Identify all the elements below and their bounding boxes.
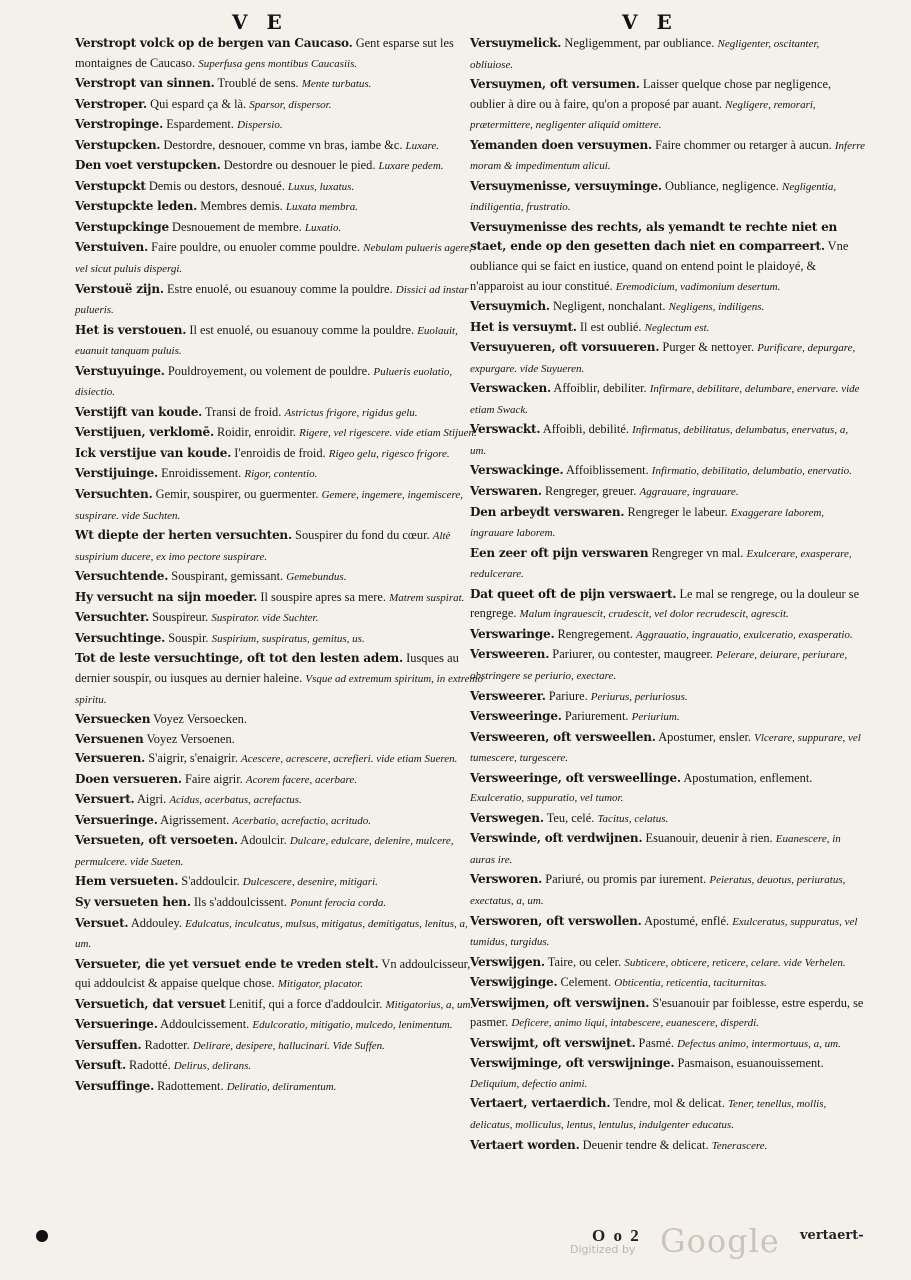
entry-headword: Tot de leste versuchtinge, oft tot den lesten adem. — [75, 651, 404, 666]
entry-headword: Versuymich. — [470, 299, 550, 314]
entry-latin: Periurium. — [631, 711, 680, 724]
entry-headword: Hy versucht na sijn moeder. — [75, 589, 258, 604]
entry-french: Oubliance, negligence. — [665, 178, 779, 193]
entry-french: Vn addoulcisseur, qui addoulcist & appaise quelque chose. — [75, 956, 471, 991]
dictionary-entry — [75, 1015, 483, 1036]
entry-latin: Acorem facere, acerbare. — [245, 773, 358, 786]
entry-latin: Edulcatus, inculcatus, mulsus, mitigatus, demitigatus, lenitus, a, um. — [75, 917, 468, 951]
entry-french: Troublé de sens. — [217, 76, 299, 91]
entry-french: Affoiblissement. — [565, 463, 649, 478]
entry-latin: Defectus animo, intermortuus, a, um. — [677, 1037, 841, 1050]
dictionary-entry — [75, 749, 483, 770]
entry-headword: Ick verstijue van koude. — [75, 445, 232, 460]
entry-french: Desnouement de membre. — [172, 219, 302, 234]
entry-headword: Versuecken — [75, 712, 151, 727]
entry-latin: Inferre moram & impedimentum alicui. — [470, 139, 866, 173]
dictionary-entry — [470, 870, 865, 911]
entry-latin: Gemere, ingemere, ingemiscere, suspirare. vide Suchten. — [75, 489, 463, 522]
entry-french: Souspirant, gemissant. — [171, 569, 284, 584]
entry-latin: Delirare, desipere, hallucinari. Vide Suffen. — [192, 1039, 385, 1052]
entry-french: Esuanouir, deuenir à rien. — [645, 831, 773, 846]
entry-latin: Purificare, depurgare, expurgare. vide Suyueren. — [470, 342, 856, 375]
entry-french: Teu, celé. — [546, 810, 595, 825]
entry-latin: Periurus, periuriosus. — [590, 690, 688, 703]
dictionary-entry — [75, 567, 483, 588]
entry-french: Adoulcir. — [240, 833, 287, 848]
digitized-by-text: Digitized by — [570, 1243, 636, 1256]
entry-french: Apostumé, enflé. — [644, 913, 730, 928]
entry-latin: Neglectum est. — [644, 321, 710, 334]
entry-french: Celement. — [560, 975, 612, 990]
entry-latin: Acerbatio, acrefactio, acritudo. — [232, 814, 371, 827]
entry-latin: Luxus, luxatus. — [287, 180, 355, 193]
dictionary-entry — [75, 730, 483, 750]
entry-headword: Vertaert worden. — [470, 1137, 580, 1152]
dictionary-entry — [75, 811, 483, 832]
entry-headword: Den voet verstupcken. — [75, 158, 221, 173]
entry-headword: Verstijuinge. — [75, 466, 158, 481]
entry-french: Deuenir tendre & delicat. — [582, 1137, 709, 1152]
entry-french: Aigrissement. — [160, 812, 230, 827]
entry-latin: Mente turbatus. — [301, 78, 372, 91]
dictionary-entry — [470, 297, 865, 318]
dictionary-entry — [75, 588, 483, 609]
entry-latin: Gemebundus. — [286, 571, 347, 584]
entry-headword: Verstupckte leden. — [75, 199, 198, 214]
entry-latin: Pelerare, deiurare, periurare, obstringere se periurio, exectare. — [470, 649, 848, 682]
dictionary-entry — [470, 482, 865, 503]
entry-headword: Versuymenisse, versuyminge. — [470, 178, 662, 193]
running-head-left: V E — [232, 10, 288, 34]
entry-french: Il est oublié. — [579, 319, 642, 334]
dictionary-entry — [470, 461, 865, 482]
entry-french: Taire, ou celer. — [547, 954, 622, 969]
entry-french: Estre enuolé, ou esuanouy comme la pouldre. — [166, 281, 393, 296]
entry-french: Affoibli, debilité. — [542, 422, 629, 437]
entry-french: S'addoulcir. — [181, 874, 240, 889]
dictionary-entry — [470, 707, 865, 728]
entry-latin: Tacitus, celatus. — [597, 812, 669, 825]
entry-french: Voyez Versoecken. — [153, 712, 247, 727]
entry-latin: Obticentia, reticentia, taciturnitas. — [614, 977, 767, 990]
dictionary-entry — [75, 280, 483, 321]
entry-headword: Verswijginge. — [470, 975, 558, 990]
entry-french: Pariuré, ou promis par iurement. — [545, 872, 707, 887]
entry-french: Pouldroyement, ou volement de pouldre. — [167, 363, 371, 378]
entry-french: Souspirer du fond du cœur. — [295, 528, 430, 543]
entry-french: Pariurement. — [564, 709, 629, 724]
dictionary-entry — [75, 156, 483, 177]
entry-headword: Doen versueren. — [75, 771, 182, 786]
entry-latin: Pulueris euolatio, disiectio. — [75, 365, 453, 399]
entry-headword: Versweerer. — [470, 688, 546, 703]
entry-french: Ils s'addoulcissent. — [193, 894, 288, 909]
entry-latin: Deficere, animo liqui, intabescere, euanescere, disperdi. — [511, 1017, 759, 1030]
dictionary-entry — [470, 503, 865, 544]
entry-french: Tendre, mol & delicat. — [613, 1096, 725, 1111]
entry-french: Radotter. — [144, 1037, 190, 1052]
entry-latin: Aggrauare, ingrauare. — [639, 486, 739, 499]
dictionary-entry — [470, 585, 865, 625]
dictionary-entry — [75, 872, 483, 893]
entry-headword: Verswaringe. — [470, 626, 555, 641]
dictionary-entry — [75, 608, 483, 629]
entry-latin: Negligere, remorari, prætermittere, negligenter aliquid omittere. — [470, 98, 816, 132]
entry-french: I'enroidis de froid. — [234, 445, 326, 460]
entry-latin: Luxata membra. — [285, 201, 358, 214]
dictionary-entry — [470, 379, 865, 420]
entry-french: Faire aigrir. — [184, 771, 243, 786]
entry-french: Apostumation, enflement. — [683, 770, 813, 785]
entry-latin: Luxare pedem. — [378, 160, 444, 173]
entry-headword: Versweeren, oft versweellen. — [470, 729, 656, 744]
dictionary-entry — [75, 321, 483, 362]
entry-french: S'aigrir, s'enaigrir. — [148, 751, 238, 766]
entry-french: Faire pouldre, ou enuoler comme pouldre. — [151, 240, 361, 255]
entry-headword: Verswackinge. — [470, 463, 564, 478]
entry-french: Souspir. — [168, 630, 209, 645]
ink-dot — [36, 1230, 48, 1242]
entry-french: Laisser quelque chose par negligence, oublier à dire ou à faire, qu'on a proposé par auant. — [470, 77, 832, 111]
entry-headword: Versueten, oft versoeten. — [75, 833, 238, 848]
entry-latin: Luxatio. — [304, 221, 342, 234]
entry-french: S'esuanouir par foiblesse, estre esperdu, se pasmer. — [470, 995, 864, 1030]
entry-french: Voyez Versoenen. — [146, 731, 235, 746]
dictionary-entry — [75, 74, 483, 95]
entry-french: Transi de froid. — [205, 404, 282, 419]
entry-latin: Infirmatus, debilitatus, delumbatus, enervatus, a, um. — [470, 424, 849, 457]
entry-latin: Suspirium, suspiratus, gemitus, us. — [211, 632, 365, 645]
entry-headword: Versuert. — [75, 792, 135, 807]
dictionary-entry — [470, 728, 865, 769]
entry-latin: Sparsor, dispersor. — [249, 98, 332, 111]
entry-french: Destordre ou desnouer le pied. — [223, 158, 376, 173]
entry-latin: Superfusa gens montibus Caucasiis. — [198, 57, 358, 70]
dictionary-entry — [470, 177, 865, 218]
entry-latin: Rigeo gelu, rigesco frigore. — [328, 447, 450, 460]
entry-latin: Tenerascere. — [711, 1139, 768, 1152]
entry-headword: Versuetich, dat versuet — [75, 996, 226, 1011]
entry-headword: Versuenen — [75, 731, 144, 746]
dictionary-entry — [470, 953, 865, 974]
entry-latin: Deliquium, defectio animi. — [470, 1077, 588, 1090]
entry-headword: Versuymenisse des rechts, als yemandt te rechte niet en staet, ende op den gesetten dach niet en comparreert. — [470, 219, 838, 254]
entry-headword: Verstijuen, verklomē. — [75, 425, 214, 440]
dictionary-entry — [470, 829, 865, 870]
dictionary-entry — [470, 34, 865, 75]
entry-french: Vne oubliance qui se faict en iustice, quand on entend point le plaidoyé, & n'apparoist au iour constitué. — [470, 239, 849, 293]
entry-headword: Yemanden doen versuymen. — [470, 137, 653, 152]
entry-headword: Versweeringe, oft versweellinge. — [470, 770, 681, 785]
entry-headword: Hem versueten. — [75, 874, 179, 889]
entry-latin: Exulcerare, exasperare, redulcerare. — [470, 547, 852, 581]
entry-headword: Het is versuymt. — [470, 319, 577, 334]
entry-headword: Versueren. — [75, 751, 146, 766]
entry-french: Il est enuolé, ou esuanouy comme la pouldre. — [189, 322, 415, 337]
dictionary-entry — [75, 177, 483, 198]
dictionary-entry — [470, 338, 865, 379]
entry-latin: Dulcescere, desenire, mitigari. — [242, 876, 378, 889]
entry-french: Roidir, enroidir. — [217, 425, 297, 440]
entry-headword: Versuymelick. — [470, 36, 562, 50]
entry-latin: Negligentia, indiligentia, frustratio. — [470, 180, 837, 214]
dictionary-entry — [470, 75, 865, 136]
dictionary-entry — [470, 1094, 865, 1135]
entry-french: Pasmé. — [638, 1035, 674, 1050]
entry-headword: Verstuyuinge. — [75, 363, 165, 378]
entry-french: Pariure. — [548, 688, 588, 703]
entry-headword: Verstuiven. — [75, 240, 149, 255]
dictionary-entry — [470, 809, 865, 830]
entry-french: Negligemment, par oubliance. — [564, 36, 715, 50]
entry-latin: Subticere, obticere, reticere, celare. vide Verhelen. — [624, 956, 846, 969]
dictionary-entry — [75, 444, 483, 465]
entry-latin: Luxare. — [405, 139, 440, 152]
entry-french: Destordre, desnouer, comme vn bras, iambe &c. — [163, 137, 403, 152]
entry-headword: Verstropinge. — [75, 117, 164, 132]
entry-headword: Verswijmt, oft verswijnet. — [470, 1035, 636, 1050]
entry-french: Rengreger, greuer. — [545, 484, 637, 499]
entry-latin: Mitigatorius, a, um. — [385, 998, 474, 1011]
dictionary-entry — [470, 1136, 865, 1157]
dictionary-entry — [470, 994, 865, 1034]
entry-latin: Exaggerare laborem, ingrauare laborem. — [470, 506, 825, 540]
entry-latin: Infirmatio, debilitatio, delumbatio, enervatio. — [651, 465, 852, 478]
entry-french: Negligent, nonchalant. — [553, 299, 666, 314]
entry-headword: Verswijgen. — [470, 954, 545, 969]
entry-latin: Ponunt ferocia corda. — [290, 896, 387, 909]
entry-latin: Exulceratus, suppuratus, vel tumidus, turgidus. — [470, 915, 858, 949]
entry-latin: Acescere, acrescere, acrefieri. vide etiam Sueren. — [241, 753, 458, 766]
entry-french: Il souspire apres sa mere. — [260, 589, 386, 604]
dictionary-entry — [470, 318, 865, 339]
entry-latin: Altè suspirium ducere, ex imo pectore suspirare. — [75, 530, 451, 563]
dictionary-entry — [75, 95, 483, 116]
entry-headword: Verstijft van koude. — [75, 404, 203, 419]
entry-headword: Een zeer oft pijn verswaren — [470, 545, 649, 560]
entry-headword: Versuchten. — [75, 487, 153, 502]
dictionary-entry — [75, 995, 483, 1016]
entry-french: Gemir, souspirer, ou guermenter. — [155, 487, 319, 502]
entry-french: Espardement. — [166, 117, 234, 132]
entry-french: Pariurer, ou contester, maugreer. — [552, 647, 714, 662]
entry-headword: Verstroper. — [75, 96, 148, 111]
entry-latin: Matrem suspirat. — [389, 591, 465, 604]
entry-headword: Den arbeydt verswaren. — [470, 504, 625, 519]
entry-french: Rengregement. — [557, 626, 633, 641]
dictionary-entry — [75, 790, 483, 811]
entry-latin: Vsque ad extremum spiritum, in extremo spiritu. — [75, 672, 484, 706]
entry-headword: Verstropt volck op de bergen van Caucaso. — [75, 36, 353, 50]
entry-headword: Verstupckt — [75, 178, 146, 193]
entry-french: Qui espard ça & là. — [150, 96, 247, 111]
entry-headword: Verswijminge, oft verswijninge. — [470, 1056, 675, 1071]
entry-latin: Infirmare, debilitare, delumbare, enervare. vide etiam Swack. — [470, 383, 860, 416]
entry-french: Enroidissement. — [161, 466, 242, 481]
entry-french: Lenitif, qui a force d'addoulcir. — [228, 996, 383, 1011]
entry-headword: Verstupckinge — [75, 219, 169, 234]
dictionary-entry — [470, 1034, 865, 1055]
entry-latin: Rigere, vel rigescere. vide etiam Stijuen. — [299, 427, 477, 440]
entry-latin: Suspirator. vide Suchter. — [211, 612, 319, 625]
entry-french: Addoulcissement. — [160, 1017, 250, 1032]
entry-french: Souspireur. — [152, 610, 209, 625]
entry-headword: Dat queet oft de pijn verswaert. — [470, 586, 677, 601]
dictionary-entry — [470, 645, 865, 686]
entry-latin: Dissici ad instar pulueris. — [75, 283, 469, 317]
dictionary-entry — [75, 1036, 483, 1057]
entry-headword: Verswackt. — [470, 422, 541, 437]
entry-headword: Verswinde, oft verdwijnen. — [470, 831, 643, 846]
google-watermark-logo: Google — [660, 1222, 780, 1260]
entry-headword: Versuyueren, oft vorsuueren. — [470, 340, 660, 355]
entry-french: Purger & nettoyer. — [662, 340, 755, 355]
entry-latin: Euanescere, in auras ire. — [470, 833, 841, 866]
entry-headword: Wt diepte der herten versuchten. — [75, 528, 292, 543]
dictionary-entry — [75, 238, 483, 279]
dictionary-entry — [75, 197, 483, 218]
entry-latin: Rigor, contentio. — [244, 468, 318, 481]
dictionary-entry — [470, 912, 865, 953]
dictionary-entry — [75, 136, 483, 157]
dictionary-entry — [470, 687, 865, 708]
catchword: vertaert- — [800, 1228, 864, 1243]
dictionary-entry — [470, 136, 865, 177]
dictionary-entry — [75, 914, 483, 955]
entry-latin: Exulceratio, suppuratio, vel tumor. — [470, 792, 624, 805]
entry-headword: Versuchter. — [75, 610, 150, 625]
entry-headword: Versuet. — [75, 915, 129, 930]
entry-headword: Versueter, die yet versuet ende te vreden stelt. — [75, 956, 379, 971]
entry-latin: Negligens, indiligens. — [668, 301, 765, 314]
dictionary-entry — [75, 831, 483, 872]
entry-headword: Verstropt van sinnen. — [75, 76, 215, 91]
entry-latin: Euolauit, euanuit tanquam puluis. — [75, 324, 458, 358]
dictionary-entry — [75, 464, 483, 485]
entry-french: Affoiblir, debiliter. — [553, 381, 647, 396]
dictionary-entry — [75, 403, 483, 424]
entry-latin: Deliratio, deliramentum. — [226, 1080, 337, 1093]
dictionary-entry — [75, 955, 483, 995]
entry-french: Iusques au dernier souspir, ou iusques au dernier haleine. — [75, 651, 459, 685]
entry-headword: Verswijmen, oft verswijnen. — [470, 995, 650, 1010]
entry-latin: Astrictus frigore, rigidus gelu. — [284, 406, 418, 419]
entry-headword: Versworen. — [470, 872, 543, 887]
dictionary-entry — [75, 649, 483, 710]
entry-latin: Mitigator, placator. — [277, 978, 363, 991]
dictionary-entry — [470, 625, 865, 646]
entry-french: Demis ou destors, desnoué. — [148, 178, 285, 193]
entry-french: Addouley. — [130, 915, 182, 930]
entry-headword: Versuffen. — [75, 1037, 142, 1052]
dictionary-entry — [470, 1054, 865, 1094]
entry-headword: Versueringe. — [75, 812, 158, 827]
dictionary-entry — [75, 115, 483, 136]
dictionary-entry — [75, 1077, 483, 1098]
entry-latin: Delirus, delirans. — [173, 1060, 252, 1073]
entry-headword: Vertaert, vertaerdich. — [470, 1096, 611, 1111]
entry-headword: Versuft. — [75, 1058, 126, 1073]
entry-latin: Eremodicium, vadimonium desertum. — [615, 280, 781, 293]
right-column — [470, 34, 865, 1156]
entry-latin: Tener, tenellus, mollis, delicatus, molliculus, lentus, lentulus, indulgenter educatus. — [470, 1098, 827, 1131]
entry-headword: Versuffinge. — [75, 1078, 155, 1093]
entry-french: Faire chommer ou retarger à aucun. — [655, 137, 832, 152]
dictionary-entry — [75, 629, 483, 650]
entry-latin: Edulcoratio, mitigatio, mulcedo, lenimentum. — [252, 1019, 453, 1032]
entry-french: Radottement. — [157, 1078, 224, 1093]
dictionary-entry — [470, 973, 865, 994]
entry-french: Aigri. — [136, 792, 167, 807]
running-head-right: V E — [622, 10, 678, 34]
entry-latin: Negligenter, oscitanter, obliuiose. — [470, 38, 820, 71]
entry-french: Le mal se rengrege, ou la douleur se rengrege. — [470, 586, 860, 621]
dictionary-entry — [75, 893, 483, 914]
entry-latin: Acidus, acerbatus, acrefactus. — [169, 794, 302, 807]
entry-latin: Malum ingrauescit, crudescit, vel dolor recrudescit, agrescit. — [519, 608, 789, 621]
entry-french: Radotté. — [129, 1058, 171, 1073]
dictionary-entry — [470, 218, 865, 297]
entry-latin: Dulcare, edulcare, delenire, mulcere, permulcere. vide Sueten. — [75, 835, 454, 868]
dictionary-entry — [75, 1056, 483, 1077]
entry-headword: Verstouë zijn. — [75, 281, 164, 296]
entry-french: Pasmaison, esuanouissement. — [677, 1056, 824, 1071]
dictionary-entry — [75, 710, 483, 730]
entry-headword: Versweeringe. — [470, 709, 562, 724]
entry-french: Rengreger le labeur. — [627, 504, 728, 519]
entry-headword: Sy versueten hen. — [75, 894, 191, 909]
entry-headword: Het is verstouen. — [75, 322, 187, 337]
entry-french: Rengreger vn mal. — [651, 545, 744, 560]
entry-headword: Versweeren. — [470, 647, 550, 662]
entry-headword: Verswacken. — [470, 381, 551, 396]
dictionary-entry — [75, 362, 483, 403]
dictionary-entry — [75, 423, 483, 444]
entry-headword: Versuchtinge. — [75, 630, 166, 645]
entry-latin: Dispersio. — [237, 119, 283, 132]
entry-headword: Verswaren. — [470, 484, 542, 499]
entry-latin: Nebulam pulueris agere, vel sicut puluis dispergi. — [75, 242, 472, 276]
dictionary-entry — [75, 485, 483, 526]
dictionary-entry — [75, 218, 483, 239]
entry-french: Membres demis. — [200, 199, 283, 214]
entry-latin: Peieratus, deuotus, periuratus, exectatus, a, um. — [470, 874, 846, 907]
left-column — [75, 34, 483, 1097]
entry-french: Apostumer, ensler. — [658, 729, 751, 744]
entry-headword: Versueringe. — [75, 1017, 158, 1032]
dictionary-entry — [75, 34, 483, 74]
entry-french: Gent esparse sut les montaignes de Caucaso. — [75, 36, 454, 70]
entry-headword: Versuchtende. — [75, 569, 169, 584]
dictionary-entry — [75, 770, 483, 791]
signature-mark: O o 2 — [592, 1226, 641, 1245]
entry-headword: Versworen, oft verswollen. — [470, 913, 642, 928]
entry-latin: Vlcerare, suppurare, vel tumescere, turgescere. — [470, 731, 861, 765]
entry-latin: Aggrauatio, ingrauatio, exulceratio, exasperatio. — [636, 628, 853, 641]
entry-headword: Verstupcken. — [75, 137, 161, 152]
dictionary-entry — [75, 526, 483, 567]
entry-headword: Verswegen. — [470, 810, 544, 825]
dictionary-entry — [470, 769, 865, 809]
entry-headword: Versuymen, oft versumen. — [470, 77, 640, 92]
dictionary-entry — [470, 420, 865, 461]
dictionary-entry — [470, 544, 865, 585]
